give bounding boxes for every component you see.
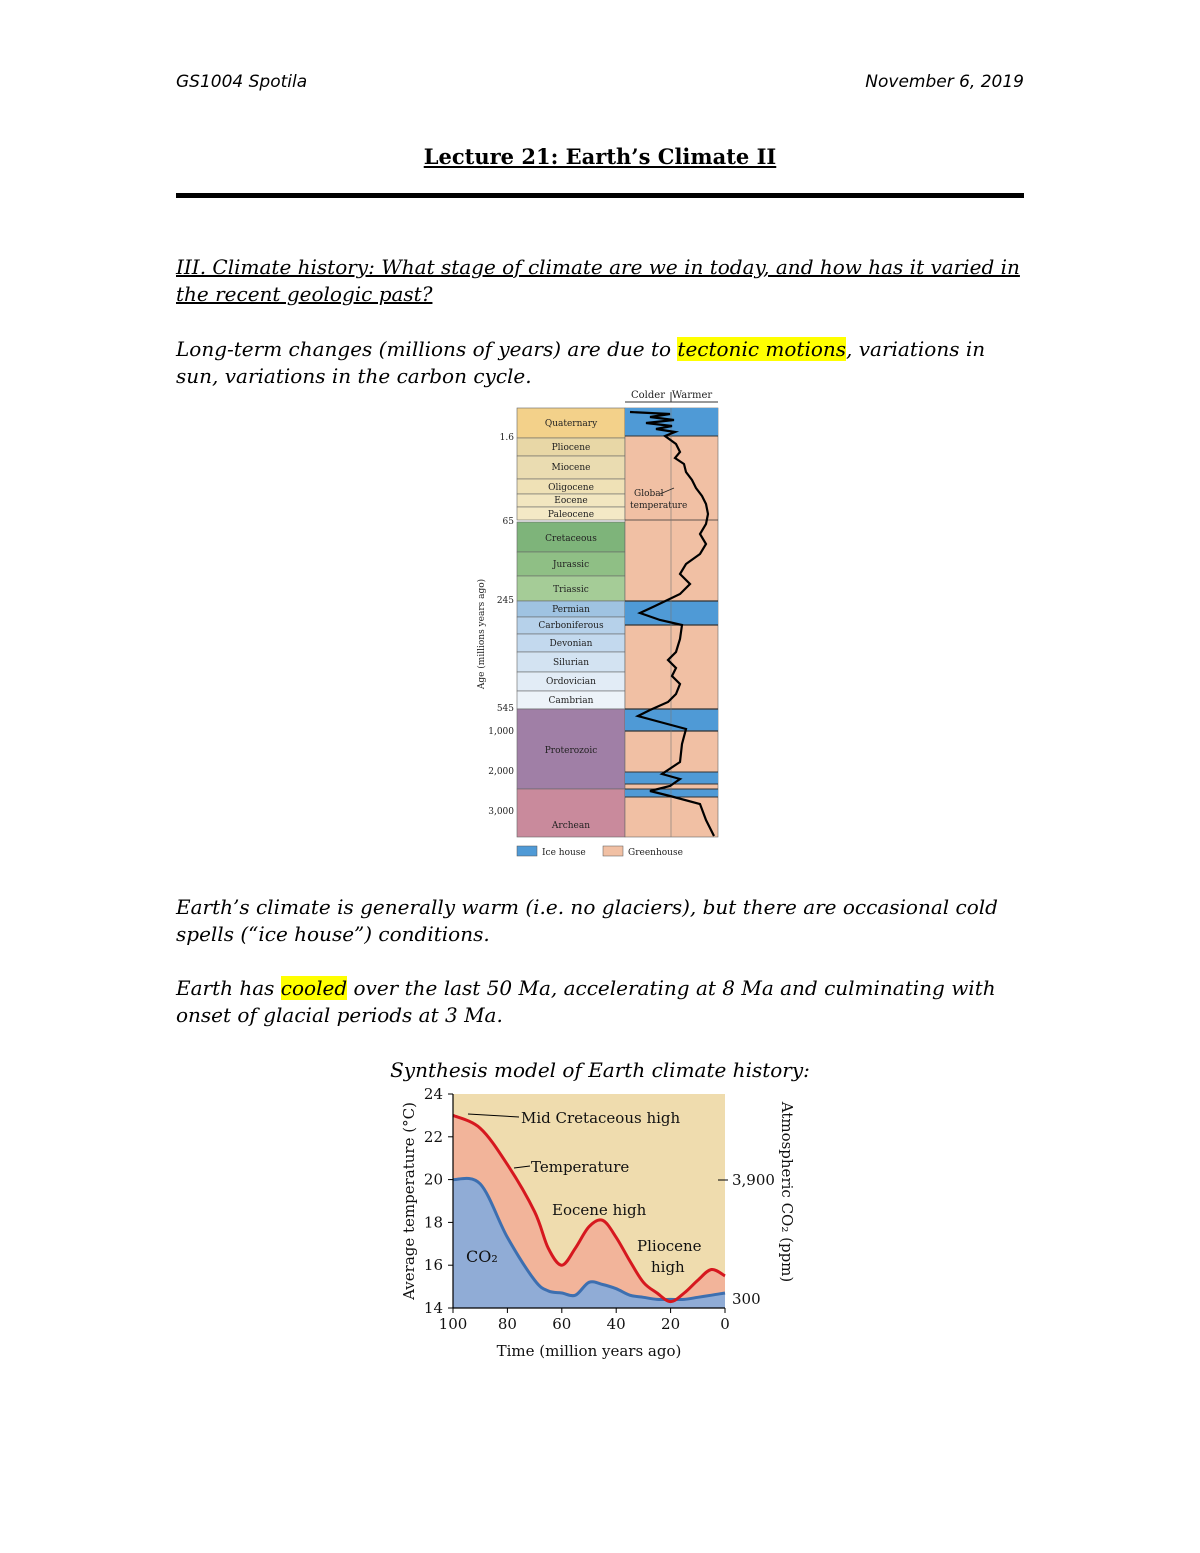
section-heading: III. Climate history: What stage of climate are we in today, and how has it varied in the recent geologic past? bbox=[176, 255, 1020, 306]
x-tick-label: 100 bbox=[438, 1315, 468, 1333]
x-tick-label: 80 bbox=[497, 1315, 517, 1333]
para3-text-end: over the last 50 Ma, accelerating at 8 Ma and culminating with onset of glacial periods at 3 Ma. bbox=[176, 976, 996, 1027]
period-paleocene: Paleocene bbox=[547, 510, 595, 520]
colder-label: Colder bbox=[631, 390, 665, 401]
highlight-cooled: cooled bbox=[280, 976, 348, 1000]
period-jurassic: Jurassic bbox=[552, 560, 590, 570]
period-quaternary: Quaternary bbox=[544, 419, 598, 429]
right-tick-3900: 3,900 bbox=[732, 1171, 775, 1189]
legend-greenhouse-label: Greenhouse bbox=[628, 848, 683, 858]
y-tick-label: 24 bbox=[423, 1085, 443, 1103]
annotation-pliocene: Pliocene bbox=[637, 1237, 702, 1255]
period-proterozoic: Proterozoic bbox=[544, 746, 598, 756]
age-label-4: 545 bbox=[496, 704, 514, 714]
period-silurian: Silurian bbox=[552, 658, 590, 668]
geologic-climate-figure bbox=[470, 384, 735, 864]
y-tick-label: 22 bbox=[423, 1127, 443, 1146]
y-axis-title: Average temperature (°C) bbox=[400, 1102, 418, 1300]
annotation-co2: CO₂ bbox=[466, 1247, 498, 1266]
chart-caption: Synthesis model of Earth climate history: bbox=[390, 1058, 810, 1082]
age-label-7: 3,000 bbox=[488, 807, 514, 817]
period-archean: Archean bbox=[551, 821, 591, 831]
annotation-mid-cretaceous: Mid Cretaceous high bbox=[521, 1109, 681, 1127]
period-permian: Permian bbox=[552, 605, 590, 615]
period-ordovician: Ordovician bbox=[546, 677, 596, 687]
curve-label-line1: Global bbox=[634, 489, 664, 499]
period-triassic: Triassic bbox=[553, 585, 589, 595]
highlight-tectonic: tectonic motions bbox=[677, 337, 847, 361]
para1-text-end: , variations in sun, variations in the carbon cycle. bbox=[176, 337, 986, 388]
age-axis-label: Age (millions years ago) bbox=[477, 578, 487, 690]
paragraph-cooling bbox=[176, 975, 1026, 1029]
annotation-eocene-high: Eocene high bbox=[552, 1201, 647, 1219]
x-axis-title: Time (million years ago) bbox=[496, 1342, 682, 1360]
x-tick-label: 0 bbox=[720, 1315, 730, 1333]
page-title: Lecture 21: Earth’s Climate II bbox=[423, 144, 777, 169]
y-tick-label: 14 bbox=[423, 1299, 443, 1317]
period-cambrian: Cambrian bbox=[548, 696, 594, 706]
age-label-1: 1.6 bbox=[499, 433, 514, 443]
right-tick-300: 300 bbox=[732, 1290, 761, 1308]
y-tick-label: 16 bbox=[423, 1256, 443, 1275]
period-cretaceous: Cretaceous bbox=[545, 534, 597, 544]
x-tick-label: 40 bbox=[606, 1315, 626, 1333]
annotation-pliocene-high: high bbox=[651, 1258, 685, 1276]
para3-text-start: Earth has bbox=[176, 976, 281, 1000]
period-miocene: Miocene bbox=[551, 463, 591, 473]
y-tick-label: 18 bbox=[423, 1213, 443, 1232]
age-label-2: 65 bbox=[502, 517, 514, 527]
title-divider bbox=[176, 193, 1024, 198]
age-label-5: 1,000 bbox=[488, 727, 514, 737]
paragraph-warm-climate: Earth’s climate is generally warm (i.e. no glaciers), but there are occasional cold spells (“ice house”) conditions. bbox=[176, 895, 998, 946]
legend-ice-label: Ice house bbox=[542, 848, 586, 858]
para1-text-start: Long-term changes (millions of years) are due to bbox=[176, 337, 678, 361]
paragraph-causes bbox=[176, 336, 1026, 390]
right-axis-title: Atmospheric CO₂ (ppm) bbox=[778, 1101, 796, 1283]
annotation-temperature: Temperature bbox=[531, 1158, 630, 1176]
age-label-3: 245 bbox=[496, 596, 514, 606]
date-header: November 6, 2019 bbox=[865, 72, 1024, 92]
age-label-6: 2,000 bbox=[488, 767, 514, 777]
course-header: GS1004 Spotila bbox=[176, 72, 308, 92]
legend-ice-swatch bbox=[517, 846, 537, 856]
curve-label-line2: temperature bbox=[630, 501, 688, 511]
period-carboniferous: Carboniferous bbox=[538, 621, 604, 631]
period-oligocene: Oligocene bbox=[548, 483, 594, 493]
legend-greenhouse-swatch bbox=[603, 846, 623, 856]
y-tick-label: 20 bbox=[423, 1170, 443, 1189]
period-eocene: Eocene bbox=[554, 496, 588, 506]
climate-synthesis-chart bbox=[396, 1084, 806, 1370]
warmer-label: Warmer bbox=[671, 390, 713, 401]
x-tick-label: 60 bbox=[552, 1315, 572, 1333]
period-pliocene: Pliocene bbox=[551, 443, 591, 453]
x-tick-label: 20 bbox=[661, 1315, 681, 1333]
period-devonian: Devonian bbox=[549, 639, 593, 649]
